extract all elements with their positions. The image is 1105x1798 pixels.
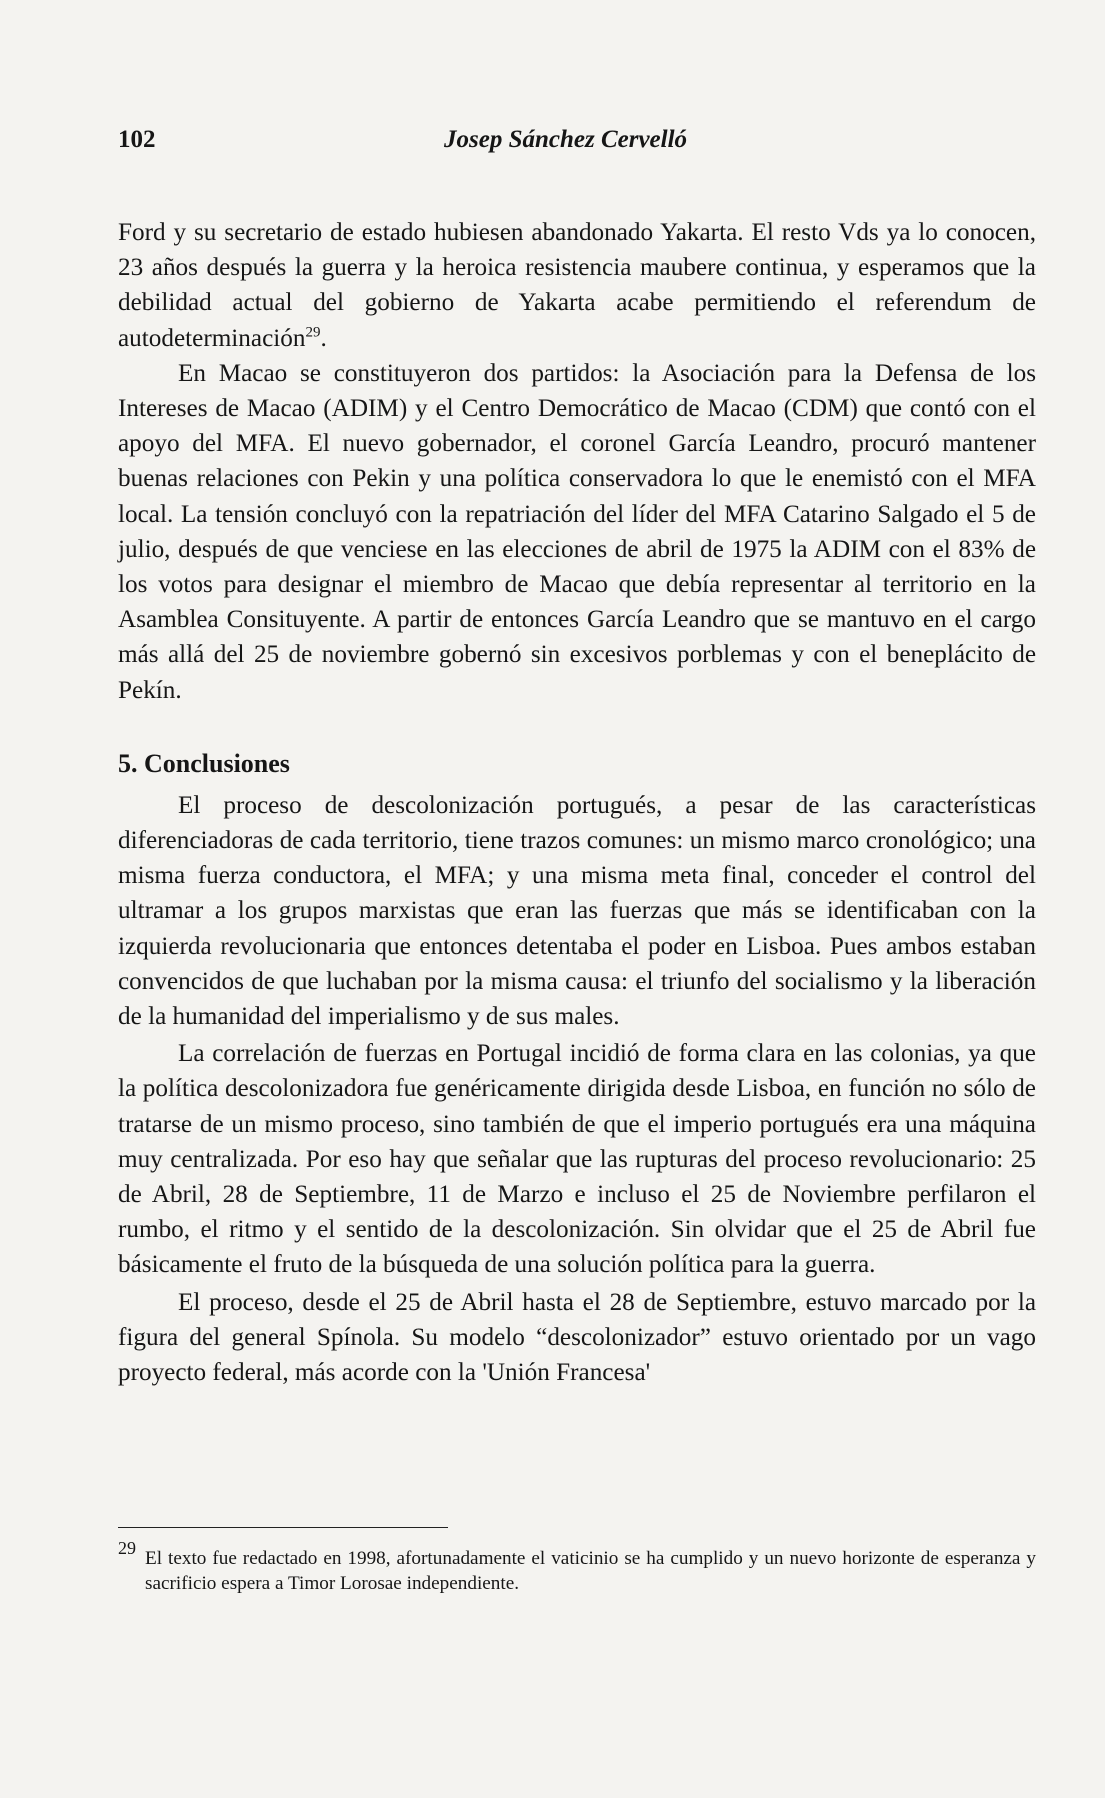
running-head — [118, 126, 1038, 166]
paragraph-1-end: . — [320, 324, 327, 352]
body-text — [118, 215, 1036, 1390]
paragraph-1 — [118, 215, 1036, 356]
footnote-reference-29[interactable]: 29 — [305, 324, 321, 341]
footnote — [118, 1538, 1036, 1596]
paragraph-5: El proceso, desde el 25 de Abril hasta el 28 de Septiembre, estuvo marcado por la figura del general Spínola. Su modelo “descolonizador” estuvo orientado por un vago proyecto federal, más acorde con la 'Unión Francesa' — [118, 1288, 1036, 1387]
running-title: Josep Sánchez Cervelló — [444, 126, 688, 153]
paragraph-3: El proceso de descolonización portugués, a pesar de las características diferenciadoras de cada territorio, tiene trazos comunes: un mismo marco cronológico; una misma fuerza conductora, el MFA; y una misma meta final, conceder el control del ultramar a los grupos marxistas que eran las fuerzas que más se identificaban con la izquierda revolucionaria que entonces detentaba el poder en Lisboa. Pues ambos estaban convencidos de que luchaban por la misma causa: el triunfo del socialismo y la liberación de la humanidad del imperialismo y de sus males. — [118, 791, 1036, 1031]
footnote-text: El texto fue redactado en 1998, afortunadamente el vaticinio se ha cumplido y un nuevo horizonte de esperanza y sacrificio espera a Timor Lorosae independiente. — [145, 1548, 1036, 1594]
paragraph-4: La correlación de fuerzas en Portugal incidió de forma clara en las colonias, ya que la política descolonizadora fue genéricamente dirigida desde Lisboa, en función no sólo de tratarse de un mismo proceso, sino también de que el imperio portugués era una máquina muy centralizada. Por eso hay que señalar que las rupturas del proceso revolucionario: 25 de Abril, 28 de Septiembre, 11 de Marzo e incluso el 25 de Noviembre perfilaron el rumbo, el ritmo y el sentido de la descolonización. Sin olvidar que el 25 de Abril fue básicamente el fruto de la búsqueda de una solución política para la guerra. — [118, 1040, 1036, 1279]
footnote-mark: 29 — [118, 1538, 136, 1558]
page-number: 102 — [118, 126, 156, 153]
section-heading: 5. Conclusiones — [118, 748, 290, 778]
paragraph-2: En Macao se constituyeron dos partidos: la Asociación para la Defensa de los Intereses de Macao (ADIM) y el Centro Democrático de Macao (CDM) que contó con el apoyo del MFA. El nuevo gobernador, el coronel García Leandro, procuró mantener buenas relaciones con Pekin y una política conservadora lo que le enemistó con el MFA local. La tensión concluyó con la repatriación del líder del MFA Catarino Salgado el 5 de julio, después de que venciese en las elecciones de abril de 1975 la ADIM con el 83% de los votos para designar el miembro de Macao que debía representar al territorio en la Asamblea Consituyente. A partir de entonces García Leandro que se mantuvo en el cargo más allá del 25 de noviembre gobernó sin excesivos porblemas y con el beneplácito de Pekín. — [118, 359, 1036, 704]
footnote-divider — [118, 1527, 448, 1528]
paragraph-1-text: Ford y su secretario de estado hubiesen abandonado Yakarta. El resto Vds ya lo conocen, 23 años después la guerra y la heroica resistencia maubere continua, y esperamos que la debilidad actual del gobierno de Yakarta acabe permitiendo el referendum de autodeterminación — [118, 219, 1036, 352]
